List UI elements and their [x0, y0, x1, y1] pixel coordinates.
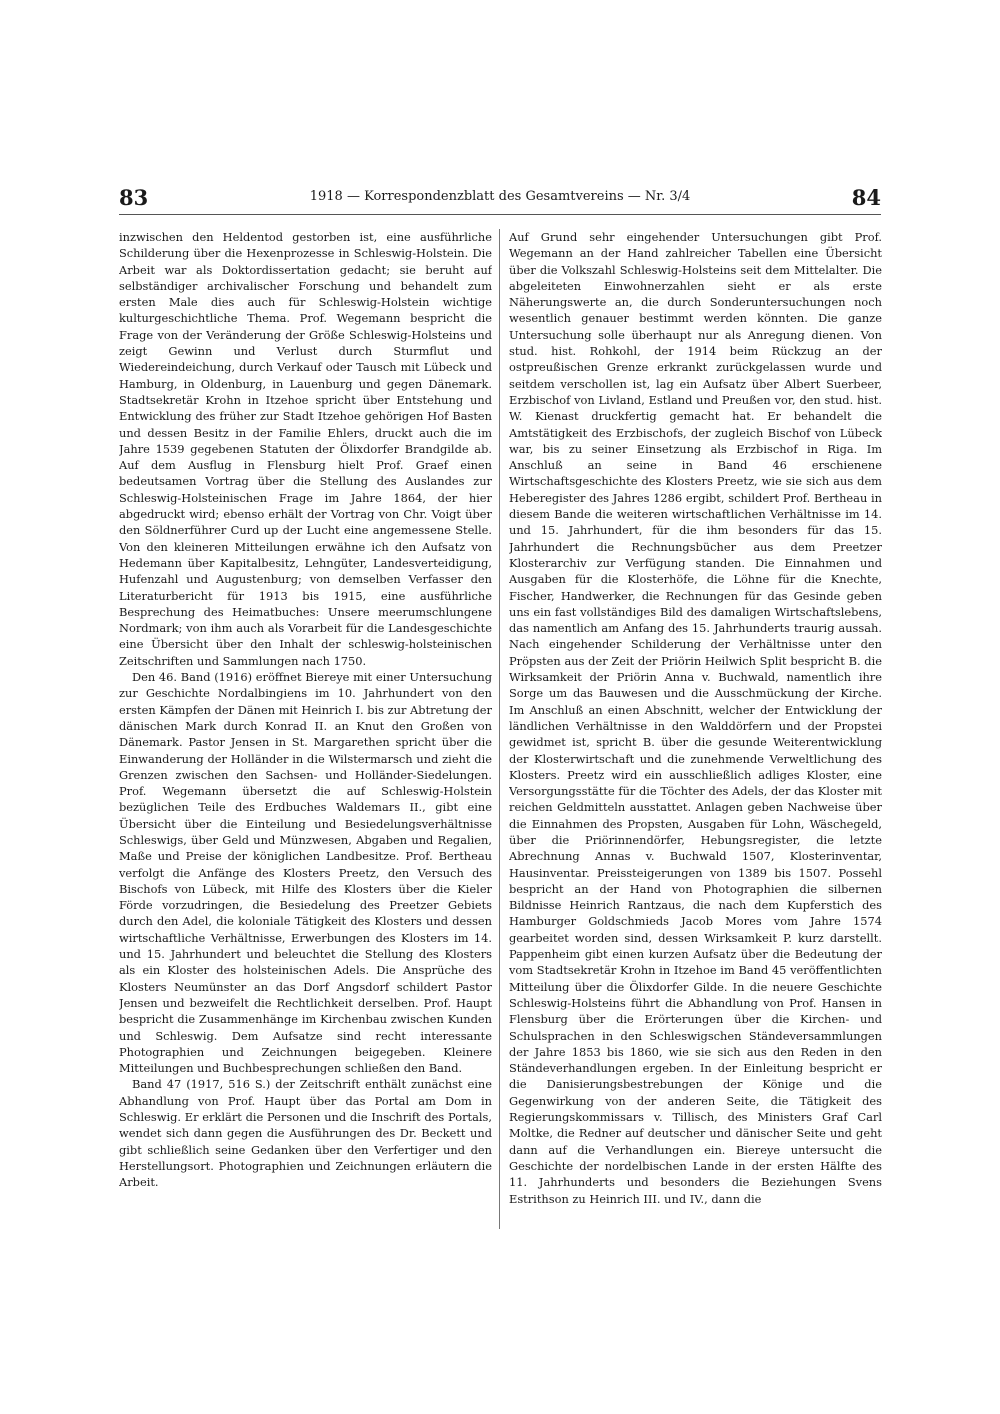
- page-header: [119, 185, 881, 215]
- right-paragraph-1: Auf Grund sehr eingehender Untersuchungen gibt Prof. Wegemann an der Hand zahlreicher Tabellen eine Übersicht über die Volkszahl Schleswig-Holsteins seit dem Mittelalter. Die abgeleiteten Einwohnerzahlen sieht er als erste Näherungswerte an, die durch Sonderuntersuchungen noch wesentlich genauer bestimmt werden könnten. Die ganze Untersuchung solle überhaupt nur als Anregung dienen. Von stud. hist. Rohkohl, der 1914 beim Rückzug an der ostpreußischen Grenze erkrankt zurückgelassen wurde und seitdem verschollen ist, lag ein Aufsatz über Albert Suerbeer, Erzbischof von Livland, Estland und Preußen vor, den stud. hist. W. Kienast druckfertig gemacht hat. Er behandelt die Amtstätigkeit des Erzbischofs, der zugleich Bischof von Lübeck war, bis zu seiner Einsetzung als Erzbischof in Riga. Im Anschluß an seine in Band 46 erschienene Wirtschaftsgeschichte des Klosters Preetz, wie sie sich aus dem Heberegister des Jahres 1286 ergibt, schildert Prof. Bertheau in diesem Bande die weiteren wirtschaftlichen Verhältnisse im 14. und 15. Jahrhundert, für die ihm besonders für das 15. Jahrhundert die Rechnungsbücher aus dem Preetzer Klosterarchiv zur Verfügung standen. Die Einnahmen und Ausgaben für die Klosterhöfe, die Löhne für die Knechte, Fischer, Handwerker, die Rechnungen für das Gesinde geben uns ein fast vollständiges Bild des damaligen Wirtschaftslebens, das namentlich am Anfang des 15. Jahrhunderts traurig aussah. Nach eingehender Schilderung der Verhältnisse unter den Pröpsten aus der Zeit der Priörin Heilwich Split bespricht B. die Wirksamkeit der Priörin Anna v. Buchwald, namentlich ihre Sorge um das Bauwesen und die Ausschmückung der Kirche. Im Anschluß an einen Abschnitt, welcher der Entwicklung der ländlichen Verhältnisse in den Walddörfern und der Propstei gewidmet ist, spricht B. über die gesunde Weiterentwicklung der Klosterwirtschaft und die zunehmende Verweltlichung des Klosters. Preetz wird ein ausschließlich adliges Kloster, eine Versorgungsstätte für die Töchter des Adels, der das Kloster mit reichen Geldmitteln ausstattet. Anlagen geben Nachweise über die Einnahmen des Propsten, Ausgaben für Lohn, Wäschegeld, über die Priörinnendörfer, Hebungsregister, die letzte Abrechnung Annas v. Buchwald 1507, Klosterinventar, Hausinventar. Preissteigerungen von 1389 bis 1507. Possehl bespricht an der Hand von Photographien die silbernen Bildnisse Heinrich Rantzaus, die nach dem Kupferstich des Hamburger Goldschmieds Jacob Mores vom Jahre 1574 gearbeitet worden sind, dessen Wirksamkeit P. kurz darstellt. Pappenheim gibt einen kurzen Aufsatz über die Bedeutung der vom Stadtsekretär Krohn in Itzehoe im Band 45 veröffentlichten Mitteilung über die Ölixdorfer Gilde. In die neuere Geschichte Schleswig-Holsteins führt die Abhandlung von Prof. Hansen in Flensburg über die Erörterungen über die Kirchen- und Schulsprachen in den Schleswigschen Ständeversammlungen der Jahre 1853 bis 1860, wie sie sich aus den Reden in den Ständeverhandlungen ergeben. In der Einleitung bespricht er die Danisierungsbestrebungen der Könige und die Gegenwirkung von der anderen Seite, die Tätigkeit des Regierungskommissars v. Tillisch, des Ministers Graf Carl Moltke, die Redner auf deutscher und dänischer Seite und geht dann auf die Verhandlungen ein. Biereye untersucht die Geschichte der nordelbischen Lande in der ersten Hälfte des 11. Jahrhunderts und besonders die Beziehungen Svens Estrithson zu Heinrich III. und IV., dann die: [509, 230, 882, 1206]
- page-number-right: 84: [851, 185, 881, 210]
- right-column: [509, 229, 882, 1229]
- left-paragraph-2: Den 46. Band (1916) eröffnet Biereye mit einer Untersuchung zur Geschichte Nordalbingiens im 10. Jahrhundert von den ersten Kämpfen der Dänen mit Heinrich I. bis zur Abtretung der dänischen Mark durch Konrad II. an Knut den Großen von Dänemark. Pastor Jensen in St. Margarethen spricht über die Einwanderung der Holländer in die Wilstermarsch und zieht die Grenzen zwischen den Sachsen- und Holländer-Siedelungen. Prof. Wegemann übersetzt die auf Schleswig-Holstein bezüglichen Teile des Erdbuches Waldemars II., gibt eine Übersicht über die Einteilung und Besiedelungsverhältnisse Schleswigs, über Geld und Münzwesen, Abgaben und Regalien, Maße und Preise der königlichen Landbesitze. Prof. Bertheau verfolgt die Anfänge des Klosters Preetz, den Versuch des Bischofs von Lübeck, mit Hilfe des Klosters über die Kieler Förde vorzudringen, die Besiedelung des Preetzer Gebiets durch den Adel, die koloniale Tätigkeit des Klosters und dessen wirtschaftliche Verhältnisse, Erwerbungen des Klosters im 14. und 15. Jahrhundert und beleuchtet die Stellung des Klosters als ein Kloster des holsteinischen Adels. Die Ansprüche des Klosters Neumünster an das Dorf Angsdorf schildert Pastor Jensen und bezweifelt die Rechtlichkeit derselben. Prof. Haupt bespricht die Zusammenhänge im Kirchenbau zwischen Kunden und Schleswig. Dem Aufsatze sind recht interessante Photographien und Zeichnungen beigegeben. Kleinere Mitteilungen und Buchbesprechungen schließen den Band.: [119, 670, 492, 1076]
- column-divider: [499, 229, 500, 1229]
- page-number-left: 83: [119, 185, 149, 210]
- left-paragraph-1: inzwischen den Heldentod gestorben ist, eine ausführliche Schilderung über die Hexenprozesse in Schleswig-Holstein. Die Arbeit war als Doktordissertation gedacht; sie beruht auf selbständiger archivalischer Forschung und behandelt zum ersten Male dies auch für Schleswig-Holstein wichtige kulturgeschichtliche Thema. Prof. Wegemann bespricht die Frage von der Veränderung der Größe Schleswig-Holsteins und zeigt Gewinn und Verlust durch Sturmflut und Wiedereindeichung, durch Verkauf oder Tausch mit Lübeck und Hamburg, in Oldenburg, in Lauenburg und gegen Dänemark. Stadtsekretär Krohn in Itzehoe spricht über Entstehung und Entwicklung des früher zur Stadt Itzehoe gehörigen Hof Basten und dessen Besitz in der Familie Ehlers, druckt auch die im Jahre 1539 gegebenen Statuten der Ölixdorfer Brandgilde ab. Auf dem Ausflug in Flensburg hielt Prof. Graef einen bedeutsamen Vortrag über die Stellung des Auslandes zur Schleswig-Holsteinischen Frage im Jahre 1864, der hier abgedruckt wird; ebenso erhält der Vortrag von Chr. Voigt über den Söldnerführer Curd up der Lucht eine angemessene Stelle. Von den kleineren Mitteilungen erwähne ich den Aufsatz von Hedemann über Kapitalbesitz, Lehngüter, Landesverteidigung, Hufenzahl und Augustenburg; von demselben Verfasser den Literaturbericht für 1913 bis 1915, eine ausführliche Besprechung des Heimatbuches: Unsere meerumschlungene Nordmark; von ihm auch als Vorarbeit für die Landesgeschichte eine Übersicht über den Inhalt der schleswig-holsteinischen Zeitschriften und Sammlungen nach 1750.: [119, 230, 492, 668]
- header-rule: [119, 214, 881, 215]
- running-title: 1918 — Korrespondenzblatt des Gesamtvereins — Nr. 3/4: [309, 189, 691, 204]
- left-column: [119, 229, 492, 1229]
- left-paragraph-3: Band 47 (1917, 516 S.) der Zeitschrift enthält zunächst eine Abhandlung von Prof. Haupt über das Portal am Dom in Schleswig. Er erklärt die Personen und die Inschrift des Portals, wendet sich dann gegen die Ausführungen des Dr. Beckett und gibt schließlich seine Gedanken über den Verfertiger und den Herstellungsort. Photographien und Zeichnungen erläutern die Arbeit.: [119, 1077, 492, 1190]
